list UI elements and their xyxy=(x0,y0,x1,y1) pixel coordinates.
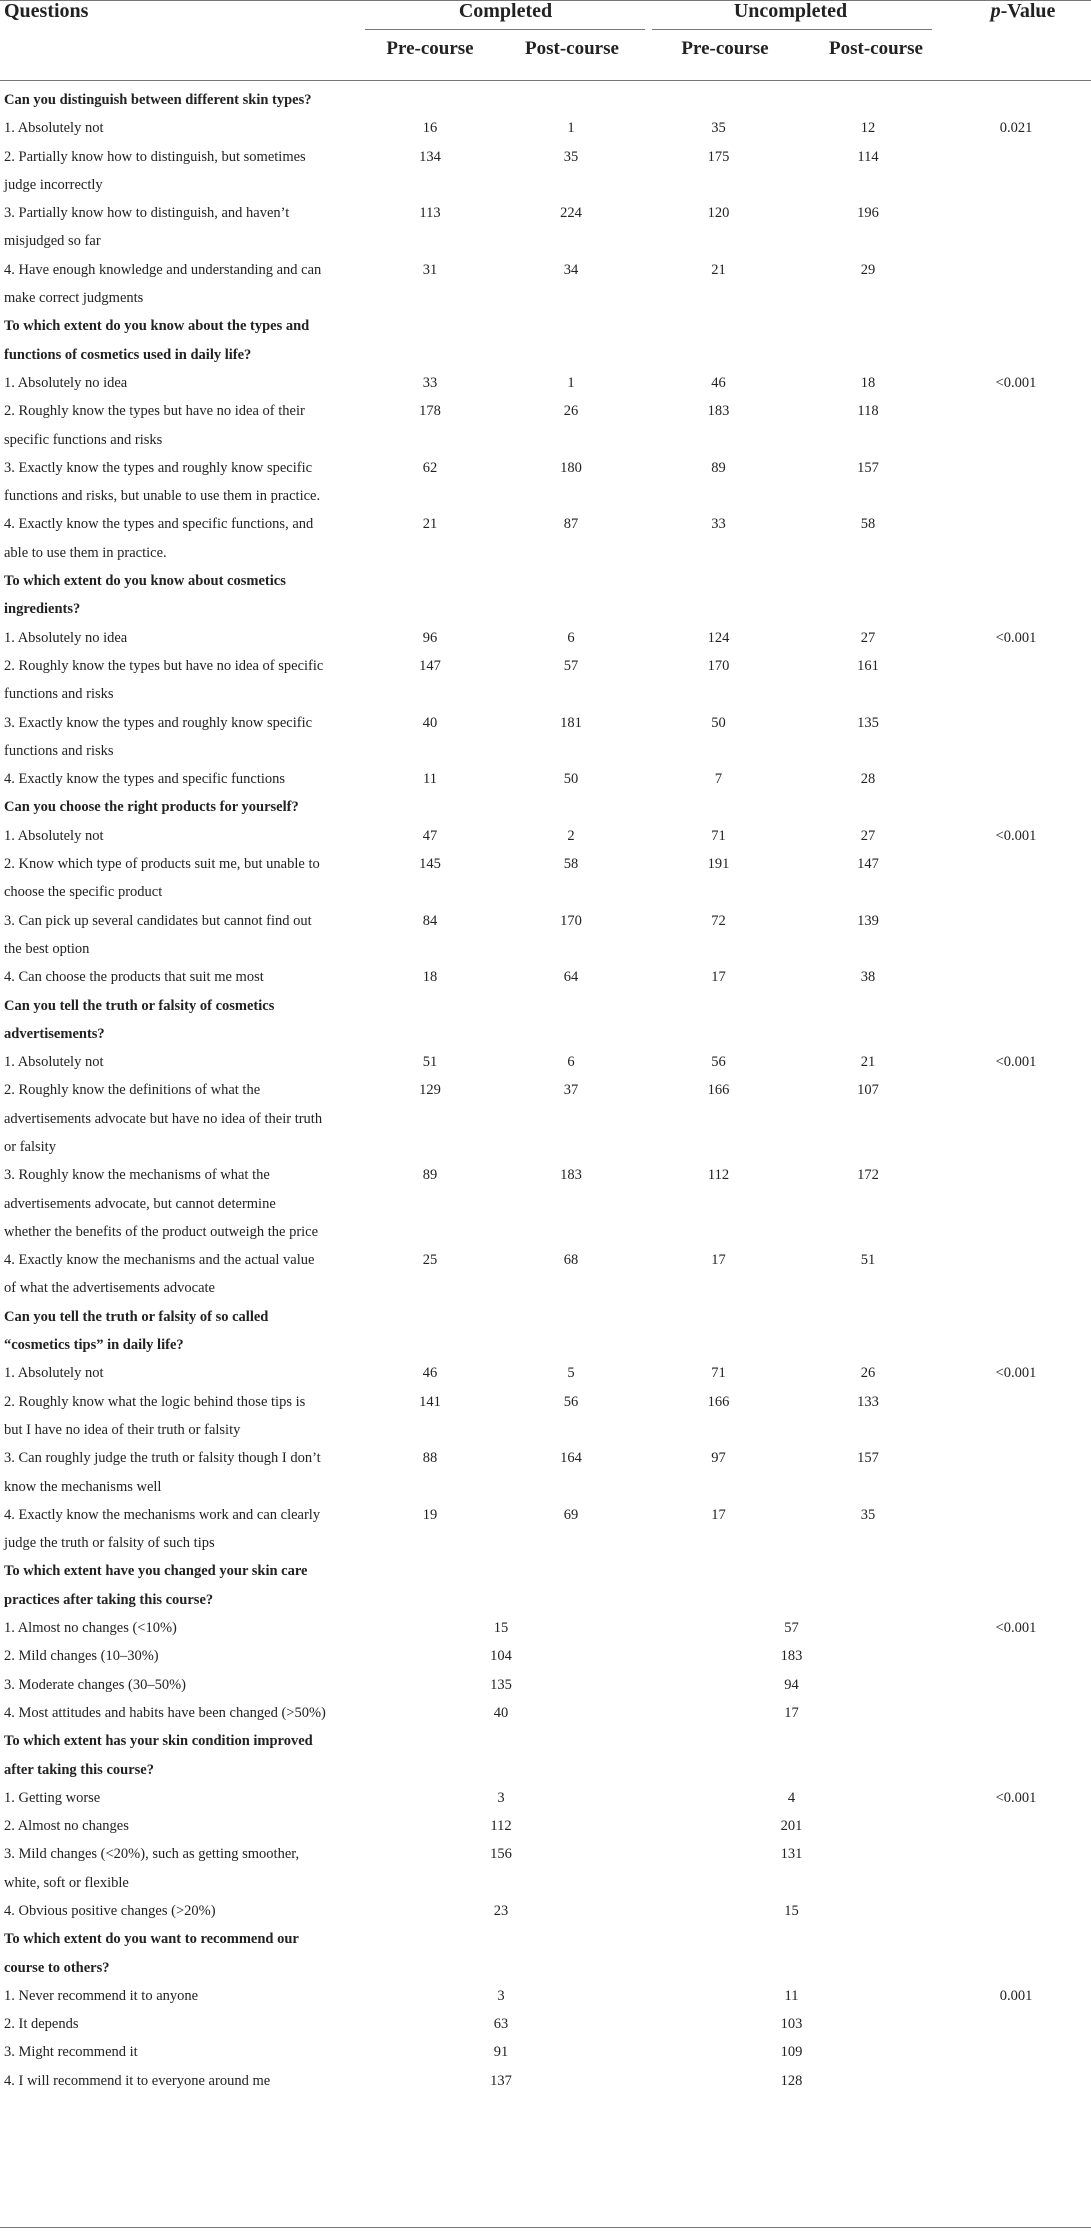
question-row xyxy=(0,1557,1091,1614)
uncompleted-pre-count: 71 xyxy=(711,1365,726,1382)
answer-row xyxy=(0,1982,1091,2010)
answer-row xyxy=(0,850,1091,907)
question-text: Can you distinguish between different skin types? xyxy=(4,92,312,108)
uncompleted-pre-count: 21 xyxy=(711,261,726,278)
uncompleted-post-count: 21 xyxy=(860,1054,876,1071)
completed-pre-count: 31 xyxy=(422,261,438,278)
completed-count: 137 xyxy=(490,2072,512,2089)
answer-label: 3. Can roughly judge the truth or falsity though I don’t know the mechanisms well xyxy=(4,1450,321,1495)
answer-row xyxy=(0,822,1091,850)
completed-count: 104 xyxy=(490,1648,512,1665)
completed-post-count: 6 xyxy=(567,629,575,646)
question-text: To which extent has your skin condition improved after taking this course? xyxy=(4,1733,313,1778)
p-value: 0.001 xyxy=(999,1987,1033,2004)
answer-row xyxy=(0,1642,1091,1670)
answer-row xyxy=(0,2067,1091,2095)
answer-row xyxy=(0,624,1091,652)
uncompleted-post-count: 29 xyxy=(860,261,876,278)
question-row xyxy=(0,86,1091,114)
uncompleted-count: 109 xyxy=(780,2044,803,2061)
p-value: <0.001 xyxy=(995,827,1037,844)
uncompleted-post-count: 135 xyxy=(857,714,879,731)
answer-row xyxy=(0,143,1091,200)
uncompleted-count: 17 xyxy=(784,1704,799,1721)
header-questions: Questions xyxy=(4,0,89,22)
answer-label: 3. Exactly know the types and roughly know specific functions and risks, but unable to use them in practice. xyxy=(4,459,321,505)
answer-label: 1. Absolutely not xyxy=(4,120,104,137)
completed-post-count: 224 xyxy=(560,205,582,222)
answer-row xyxy=(0,1812,1091,1840)
answer-label: 2. Roughly know the types but have no idea of their specific functions and risks xyxy=(4,403,305,448)
completed-count: 112 xyxy=(490,1818,512,1835)
uncompleted-pre-count: 17 xyxy=(711,1252,726,1269)
completed-pre-count: 96 xyxy=(422,629,438,646)
completed-pre-count: 89 xyxy=(422,1167,438,1184)
answer-label: 1. Absolutely no idea xyxy=(4,629,128,646)
completed-pre-count: 47 xyxy=(422,827,438,844)
uncompleted-post-count: 12 xyxy=(860,120,876,137)
uncompleted-post-count: 26 xyxy=(860,1365,876,1382)
completed-pre-count: 84 xyxy=(422,912,438,929)
uncompleted-count: 4 xyxy=(787,1789,796,1806)
answer-row xyxy=(0,907,1091,964)
question-row xyxy=(0,1925,1091,1982)
answer-label: 2. Almost no changes xyxy=(4,1818,129,1835)
answer-label: 1. Absolutely not xyxy=(4,1054,104,1071)
answer-row xyxy=(0,1388,1091,1445)
completed-post-count: 26 xyxy=(563,403,579,420)
uncompleted-post-count: 118 xyxy=(857,403,879,420)
completed-post-count: 180 xyxy=(560,459,582,476)
answer-label: 3. Might recommend it xyxy=(4,2044,138,2061)
completed-pre-count: 145 xyxy=(419,856,441,873)
answer-row xyxy=(0,2010,1091,2038)
uncompleted-count: 15 xyxy=(784,1903,799,1919)
header-p-rest: -Value xyxy=(1000,0,1056,22)
completed-pre-count: 19 xyxy=(422,1506,438,1523)
answer-row xyxy=(0,1359,1091,1387)
completed-pre-count: 147 xyxy=(419,657,441,674)
uncompleted-count: 183 xyxy=(780,1648,803,1665)
answer-label: 4. Can choose the products that suit me most xyxy=(4,969,264,986)
question-row xyxy=(0,992,1091,1049)
uncompleted-pre-count: 97 xyxy=(711,1450,726,1467)
uncompleted-post-count: 51 xyxy=(860,1252,876,1269)
uncompleted-post-count: 18 xyxy=(860,374,876,391)
answer-row xyxy=(0,1699,1091,1727)
completed-post-count: 2 xyxy=(567,827,575,844)
completed-count: 3 xyxy=(497,1789,505,1806)
survey-table xyxy=(0,86,1091,2095)
question-row xyxy=(0,312,1091,369)
subheader-uncompleted-post: Post-course xyxy=(829,38,923,59)
subheader-completed-pre: Pre-course xyxy=(386,38,474,59)
answer-row xyxy=(0,1840,1091,1897)
answer-row xyxy=(0,454,1091,511)
uncompleted-post-count: 157 xyxy=(857,1450,879,1467)
question-text: Can you tell the truth or falsity of so called “cosmetics tips” in daily life? xyxy=(4,1308,269,1354)
answer-label: 3. Exactly know the types and roughly know specific functions and risks xyxy=(4,714,313,759)
completed-count: 156 xyxy=(490,1846,512,1863)
answer-label: 3. Moderate changes (30–50%) xyxy=(4,1676,186,1693)
uncompleted-pre-count: 183 xyxy=(707,403,730,420)
answer-row xyxy=(0,1048,1091,1076)
uncompleted-pre-count: 72 xyxy=(711,912,726,929)
question-text: Can you choose the right products for yourself? xyxy=(4,799,299,816)
completed-post-count: 64 xyxy=(563,969,579,986)
answer-row xyxy=(0,397,1091,454)
uncompleted-post-count: 172 xyxy=(857,1167,879,1184)
uncompleted-pre-count: 33 xyxy=(711,516,726,533)
answer-row xyxy=(0,510,1091,567)
question-text: To which extent do you know about the types and functions of cosmetics used in daily life? xyxy=(4,318,310,363)
uncompleted-post-count: 27 xyxy=(860,629,876,646)
uncompleted-pre-count: 120 xyxy=(707,205,730,222)
uncompleted-post-count: 139 xyxy=(857,912,879,929)
completed-pre-count: 21 xyxy=(422,516,438,533)
answer-label: 2. Mild changes (10–30%) xyxy=(4,1648,159,1665)
uncompleted-count: 57 xyxy=(784,1620,799,1637)
answer-row xyxy=(0,709,1091,766)
answer-row xyxy=(0,1076,1091,1161)
completed-count: 15 xyxy=(493,1620,509,1637)
uncompleted-pre-count: 7 xyxy=(714,771,723,788)
answer-label: 3. Can pick up several candidates but cannot find out the best option xyxy=(4,912,312,957)
uncompleted-post-count: 147 xyxy=(857,856,879,873)
uncompleted-post-count: 28 xyxy=(860,771,876,788)
completed-post-count: 68 xyxy=(563,1252,579,1269)
completed-post-count: 1 xyxy=(567,374,575,391)
uncompleted-pre-count: 175 xyxy=(707,148,730,165)
answer-row xyxy=(0,1246,1091,1303)
answer-label: 3. Roughly know the mechanisms of what the advertisements advocate, but cannot determine whether the benefits of the product outweigh the price xyxy=(4,1167,319,1240)
completed-pre-count: 134 xyxy=(419,148,441,165)
uncompleted-post-count: 161 xyxy=(857,657,879,674)
answer-label: 4. Exactly know the mechanisms and the actual value of what the advertisements advocate xyxy=(4,1252,315,1297)
p-value: <0.001 xyxy=(995,1620,1037,1637)
bottom-rule xyxy=(0,2227,1091,2228)
completed-pre-count: 40 xyxy=(422,714,438,731)
question-row xyxy=(0,567,1091,624)
question-text: To which extent do you know about cosmetics ingredients? xyxy=(4,573,286,618)
completed-post-count: 183 xyxy=(560,1167,582,1184)
subheader-uncompleted-pre: Pre-course xyxy=(681,38,769,59)
answer-label: 2. Know which type of products suit me, but unable to choose the specific product xyxy=(4,856,320,901)
completed-post-count: 58 xyxy=(563,856,579,873)
answer-label: 4. I will recommend it to everyone around me xyxy=(4,2072,271,2089)
uncompleted-pre-count: 170 xyxy=(707,657,730,674)
answer-row xyxy=(0,1614,1091,1642)
completed-count: 91 xyxy=(493,2044,509,2061)
header-completed: Completed xyxy=(458,0,553,22)
uncompleted-pre-count: 17 xyxy=(711,1506,726,1523)
completed-count: 3 xyxy=(497,1987,505,2004)
answer-row xyxy=(0,114,1091,142)
uncompleted-count: 103 xyxy=(780,2016,803,2033)
answer-label: 2. Partially know how to distinguish, but sometimes judge incorrectly xyxy=(4,148,306,193)
answer-label: 1. Never recommend it to anyone xyxy=(4,1987,199,2004)
completed-post-count: 181 xyxy=(560,714,582,731)
completed-pre-count: 62 xyxy=(422,459,438,476)
answer-label: 4. Most attitudes and habits have been changed (>50%) xyxy=(4,1704,326,1721)
completed-post-count: 35 xyxy=(563,148,579,165)
completed-post-count: 69 xyxy=(563,1506,579,1523)
uncompleted-post-count: 196 xyxy=(857,205,879,222)
answer-row xyxy=(0,256,1091,313)
completed-count: 40 xyxy=(493,1704,509,1721)
uncompleted-post-count: 107 xyxy=(857,1082,879,1099)
question-row xyxy=(0,1727,1091,1784)
completed-post-count: 6 xyxy=(567,1054,575,1071)
completed-pre-count: 16 xyxy=(422,120,438,137)
completed-post-count: 170 xyxy=(560,912,582,929)
completed-post-count: 87 xyxy=(563,516,579,533)
completed-pre-count: 141 xyxy=(419,1393,441,1410)
question-row xyxy=(0,793,1091,821)
answer-row xyxy=(0,1671,1091,1699)
uncompleted-post-count: 35 xyxy=(860,1506,876,1523)
completed-post-count: 50 xyxy=(563,771,579,788)
answer-label: 1. Getting worse xyxy=(4,1789,101,1806)
answer-label: 1. Almost no changes (<10%) xyxy=(4,1620,177,1637)
uncompleted-count: 94 xyxy=(784,1676,799,1693)
uncompleted-count: 128 xyxy=(780,2072,803,2089)
uncompleted-pre-count: 166 xyxy=(707,1393,730,1410)
answer-row xyxy=(0,652,1091,709)
answer-label: 3. Partially know how to distinguish, and haven’t misjudged so far xyxy=(4,205,290,250)
uncompleted-post-count: 38 xyxy=(860,969,876,986)
uncompleted-post-count: 133 xyxy=(857,1393,879,1410)
completed-post-count: 34 xyxy=(563,261,579,278)
completed-pre-count: 51 xyxy=(422,1054,438,1071)
answer-label: 4. Obvious positive changes (>20%) xyxy=(4,1903,216,1919)
completed-pre-count: 25 xyxy=(422,1252,438,1269)
answer-row xyxy=(0,765,1091,793)
uncompleted-pre-count: 46 xyxy=(711,374,726,391)
completed-pre-count: 113 xyxy=(419,205,441,222)
completed-post-count: 57 xyxy=(563,657,579,674)
uncompleted-post-count: 27 xyxy=(860,827,876,844)
uncompleted-post-count: 157 xyxy=(857,459,879,476)
answer-row xyxy=(0,1784,1091,1812)
uncompleted-count: 11 xyxy=(784,1987,799,2004)
uncompleted-count: 131 xyxy=(780,1846,803,1863)
header-p-letter: p xyxy=(990,0,1001,22)
answer-row xyxy=(0,369,1091,397)
answer-row xyxy=(0,2038,1091,2066)
completed-underline xyxy=(365,29,645,30)
answer-label: 4. Exactly know the types and specific functions, and able to use them in practice. xyxy=(4,516,314,561)
completed-pre-count: 11 xyxy=(423,771,437,788)
header-p-value xyxy=(958,0,1088,23)
header-uncompleted: Uncompleted xyxy=(733,0,848,22)
uncompleted-pre-count: 56 xyxy=(711,1054,726,1071)
completed-pre-count: 18 xyxy=(422,969,438,986)
p-value: <0.001 xyxy=(995,1365,1037,1382)
question-text: Can you tell the truth or falsity of cosmetics advertisements? xyxy=(4,997,275,1042)
completed-count: 63 xyxy=(493,2016,509,2033)
uncompleted-pre-count: 50 xyxy=(711,714,726,731)
completed-pre-count: 88 xyxy=(422,1450,438,1467)
answer-label: 2. Roughly know the definitions of what the advertisements advocate but have no idea of their truth or falsity xyxy=(4,1082,323,1155)
uncompleted-post-count: 58 xyxy=(860,516,876,533)
question-text: To which extent do you want to recommend our course to others? xyxy=(4,1931,299,1976)
completed-count: 135 xyxy=(490,1676,512,1693)
uncompleted-count: 201 xyxy=(780,1818,803,1835)
answer-label: 4. Exactly know the types and specific functions xyxy=(4,771,286,788)
subheader-completed-post: Post-course xyxy=(525,38,619,59)
p-value: <0.001 xyxy=(995,629,1037,646)
completed-pre-count: 178 xyxy=(419,403,441,420)
question-text: To which extent have you changed your skin care practices after taking this course? xyxy=(4,1563,308,1608)
completed-pre-count: 46 xyxy=(422,1365,438,1382)
completed-pre-count: 129 xyxy=(419,1082,441,1099)
answer-label: 2. Roughly know the types but have no idea of specific functions and risks xyxy=(4,657,324,703)
completed-count: 23 xyxy=(493,1903,509,1919)
answer-label: 2. Roughly know what the logic behind those tips is but I have no idea of their truth or falsity xyxy=(4,1393,306,1438)
uncompleted-pre-count: 35 xyxy=(711,120,726,137)
uncompleted-pre-count: 112 xyxy=(707,1167,730,1184)
completed-post-count: 37 xyxy=(563,1082,579,1099)
question-row xyxy=(0,1303,1091,1360)
completed-post-count: 5 xyxy=(567,1365,575,1382)
uncompleted-underline xyxy=(652,29,932,30)
answer-label: 4. Have enough knowledge and understanding and can make correct judgments xyxy=(4,261,322,307)
answer-label: 1. Absolutely not xyxy=(4,827,104,844)
answer-label: 4. Exactly know the mechanisms work and can clearly judge the truth or falsity of such tips xyxy=(4,1506,321,1552)
p-value: <0.001 xyxy=(995,1789,1037,1806)
answer-label: 1. Absolutely not xyxy=(4,1365,104,1382)
p-value: <0.001 xyxy=(995,374,1037,391)
answer-row xyxy=(0,1161,1091,1246)
completed-pre-count: 33 xyxy=(422,374,438,391)
uncompleted-post-count: 114 xyxy=(857,148,879,165)
completed-post-count: 1 xyxy=(567,120,575,137)
completed-post-count: 56 xyxy=(563,1393,579,1410)
p-value: <0.001 xyxy=(995,1054,1037,1071)
answer-label: 3. Mild changes (<20%), such as getting smoother, white, soft or flexible xyxy=(4,1846,300,1891)
answer-row xyxy=(0,963,1091,991)
completed-post-count: 164 xyxy=(560,1450,582,1467)
answer-label: 2. It depends xyxy=(4,2016,79,2033)
uncompleted-pre-count: 124 xyxy=(707,629,730,646)
answer-row xyxy=(0,1444,1091,1501)
uncompleted-pre-count: 71 xyxy=(711,827,726,844)
p-value: 0.021 xyxy=(999,120,1033,137)
header-rule xyxy=(0,80,1091,81)
uncompleted-pre-count: 191 xyxy=(707,856,730,873)
answer-row xyxy=(0,199,1091,256)
answer-label: 1. Absolutely no idea xyxy=(4,374,128,391)
uncompleted-pre-count: 89 xyxy=(711,459,726,476)
uncompleted-pre-count: 166 xyxy=(707,1082,730,1099)
answer-row xyxy=(0,1501,1091,1558)
uncompleted-pre-count: 17 xyxy=(711,969,726,986)
answer-row xyxy=(0,1897,1091,1925)
